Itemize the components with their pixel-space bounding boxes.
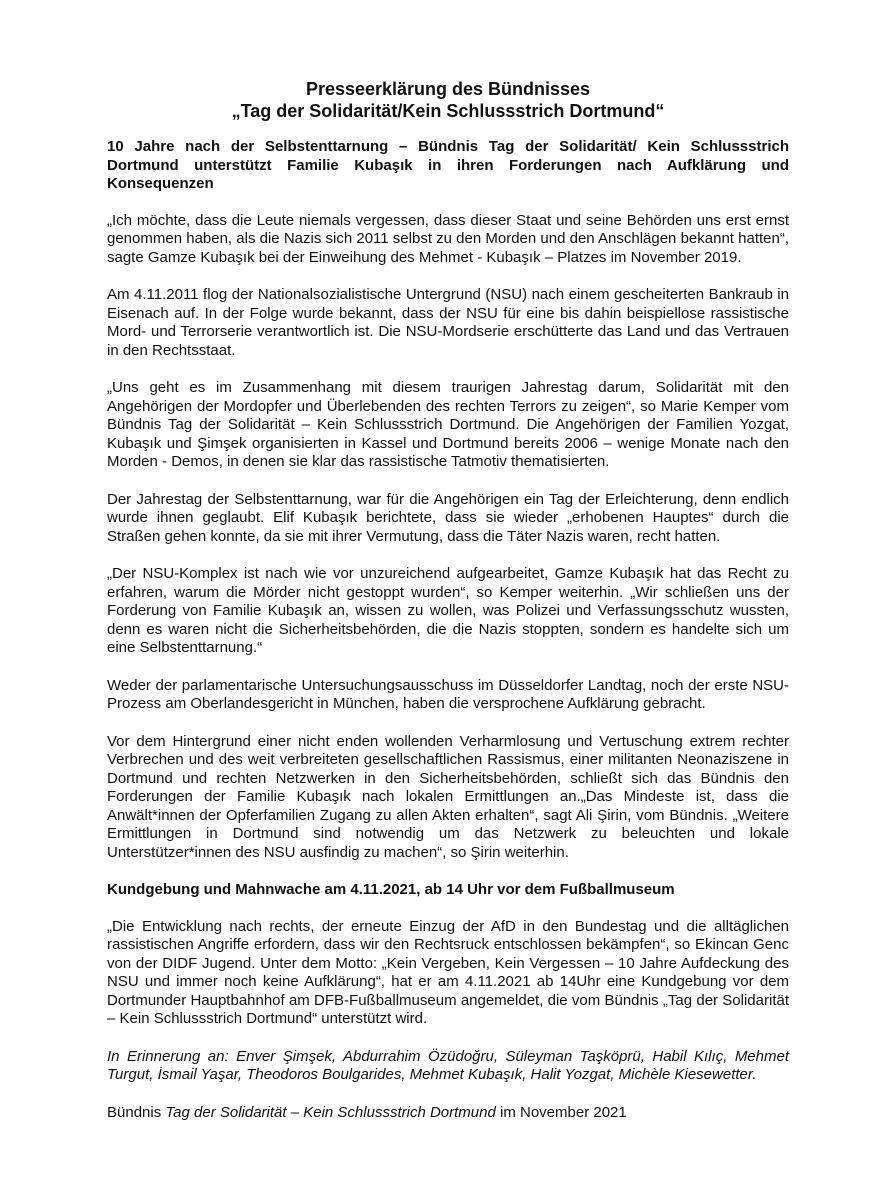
footer-suffix: im November 2021 <box>495 1103 627 1121</box>
paragraph-nsu-complex: „Der NSU-Komplex ist nach wie vor unzureichend aufgearbeitet, Gamze Kubaşık hat das Recht zu erfahren, warum die Mörder nicht gestoppt wurden“, so Kemper weiterhin. „Wir schließen uns der Forderung von Familie Kubaşık an, wissen zu wollen, was Polizei und Verfassungsschutz wussten, denn es waren nicht die Sicherheitsbehörden, die die Nazis stoppten, sondern es handelte sich um eine Selbstenttarnung.“ <box>107 565 789 656</box>
title-line-1: Presseerklärung des Bündnisses <box>305 79 591 99</box>
paragraph-solidarity: „Uns geht es im Zusammenhang mit diesem traurigen Jahrestag darum, Solidarität mit den Angehörigen der Mordopfer und Überlebenden des rechten Terrors zu zeigen“, so Marie Kemper vom Bündnis Tag der Solidarität – Kein Schlussstrich Dortmund. Die Angehörigen der Familien Yozgat, Kubaşık und Şimşek organisierten in Kassel und Dortmund bereits 2006 – wenige Monate nach den Morden - Demos, in denen sie klar das rassistische Tatmotiv thematisierten. <box>107 379 789 470</box>
footer-alliance-name: Tag der Solidarität – Kein Schlussstrich Dortmund <box>165 1103 496 1121</box>
press-release-document <box>107 78 789 1141</box>
footer-prefix: Bündnis <box>107 1103 166 1121</box>
document-title <box>107 78 789 122</box>
paragraph-demands: Vor dem Hintergrund einer nicht enden wollenden Verharmlosung und Vertuschung extrem rechter Verbrechen und des weit verbreiteten gesellschaftlichen Rassismus, einer militanten Neonaziszene in Dortmund und rechten Netzwerken in den Sicherheitsbehörden, schließt sich das Bündnis den Forderungen der Familie Kubaşık nach lokalen Ermittlungen an.„Das Mindeste ist, dass die Anwält*innen der Opferfamilien Zugang zu allen Akten erhalten“, sagt Ali Şirin, vom Bündnis. „Weitere Ermittlungen in Dortmund sind notwendig um das Netzwerk zu beleuchten und lokale Unterstützer*innen des NSU ausfindig zu machen“, so Şirin weiterhin. <box>107 732 789 861</box>
rally-heading: Kundgebung und Mahnwache am 4.11.2021, ab 14 Uhr vor dem Fußballmuseum <box>107 881 675 898</box>
title-line-2: „Tag der Solidarität/Kein Schlussstrich Dortmund“ <box>231 101 665 121</box>
paragraph-anniversary: Der Jahrestag der Selbstenttarnung, war für die Angehörigen ein Tag der Erleichterung, denn endlich wurde ihnen geglaubt. Elif Kubaşık berichtete, dass sie wieder „erhobenen Hauptes“ durch die Straßen gehen konnte, da sie mit ihrer Vermutung, dass die Täter Nazis waren, recht hatten. <box>107 490 789 545</box>
paragraph-nsu-discovery: Am 4.11.2011 flog der Nationalsozialistische Untergrund (NSU) nach einem gescheiterten Bankraub in Eisenach auf. In der Folge wurde bekannt, dass der NSU für eine bis dahin beispiellose rassistische Mord- und Terrorserie verantwortlich ist. Die NSU-Mordserie erschütterte das Land und das Vertrauen in den Rechtsstaat. <box>107 286 789 359</box>
paragraph-quote-gamze: „Ich möchte, dass die Leute niemals vergessen, dass dieser Staat und seine Behörden uns erst ernst genommen haben, als die Nazis sich 2011 selbst zu den Morden und den Anschlägen bekannt hatten“, sagte Gamze Kubaşık bei der Einweihung des Mehmet - Kubaşık – Platzes im November 2019. <box>107 211 789 266</box>
subheading: 10 Jahre nach der Selbstenttarnung – Bündnis Tag der Solidarität/ Kein Schlussstrich Dortmund unterstützt Familie Kubaşık in ihren Forderungen nach Aufklärung und Konsequenzen <box>107 138 789 192</box>
paragraph-rally: „Die Entwicklung nach rechts, der erneute Einzug der AfD in den Bundestag und die alltäglichen rassistischen Angriffe erfordern, dass wir den Rechtsruck entschlossen bekämpfen“, so Ekincan Genc von der DIDF Jugend. Unter dem Motto: „Kein Vergeben, Kein Vergessen – 10 Jahre Aufdeckung des NSU und immer noch keine Aufklärung“, hat er am 4.11.2021 ab 14Uhr eine Kundgebung vor dem Dortmunder Hauptbahnhof am DFB-Fußballmuseum angemeldet, die vom Bündnis „Tag der Solidarität – Kein Schlussstrich Dortmund“ unterstützt wird. <box>107 917 789 1027</box>
signature-line <box>107 1104 789 1123</box>
memorial-text: In Erinnerung an: Enver Şimşek, Abdurrahim Özüdoğru, Süleyman Taşköprü, Habil Kılıç, Mehmet Turgut, İsmail Yaşar, Theodoros Boulgarides, Mehmet Kubaşık, Halit Yozgat, Michèle Kiesewetter. <box>107 1047 789 1083</box>
paragraph-investigation: Weder der parlamentarische Untersuchungsausschuss im Düsseldorfer Landtag, noch der erste NSU-Prozess am Oberlandesgericht in München, haben die versprochene Aufklärung gebracht. <box>107 676 789 712</box>
